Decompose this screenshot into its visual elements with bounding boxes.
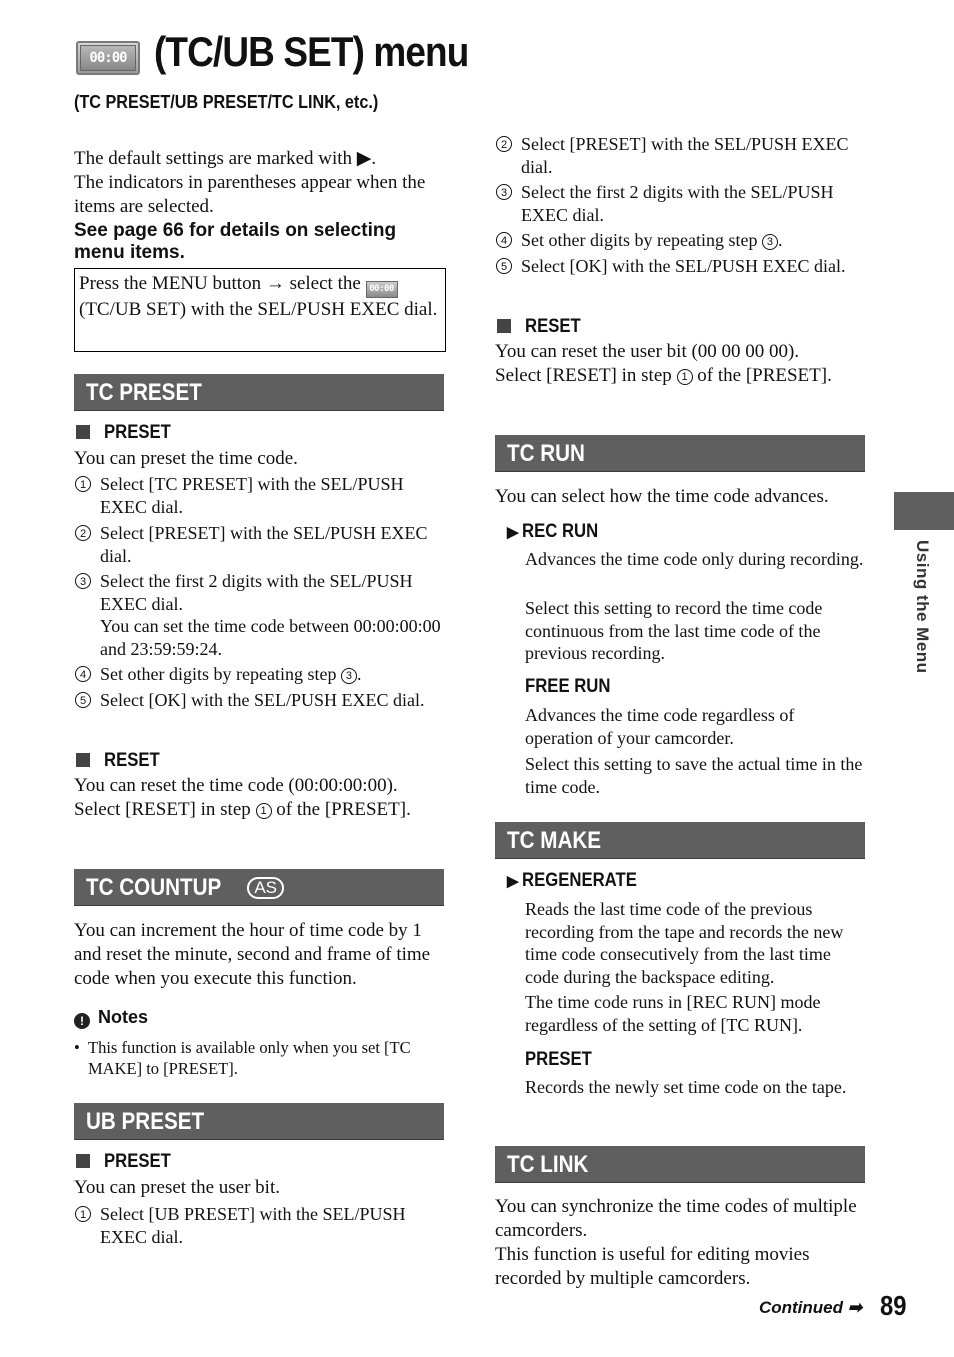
ub-preset-reset-desc: You can reset the user bit (00 00 00 00). Select [RESET] in step 1 of the [PRESET]. [495, 341, 832, 386]
continued-label: Continued ➡ [758, 1298, 862, 1317]
intro-line-2: The indicators in parentheses appear when the items are selected. [74, 172, 426, 217]
section-title-tc-run: TC RUN [507, 440, 585, 467]
section-title-tc-preset: TC PRESET [86, 379, 202, 406]
heading-ub-preset-preset: PRESET [76, 1151, 180, 1173]
arrow-right-icon: → [265, 273, 285, 294]
heading-tc-make-preset: PRESET [525, 1049, 592, 1070]
step-number-icon: 4 [75, 666, 91, 682]
notes-icon: ! [74, 1013, 90, 1029]
tc-preset-step-4: 4 Set other digits by repeating step 3 . [74, 663, 446, 686]
step-ref-icon: 3 [341, 668, 357, 684]
triangle-right-icon: ▶ [507, 524, 519, 541]
section-bar-tc-link [495, 1146, 865, 1183]
instruction-text-c: (TC/UB SET) with the SEL/PUSH EXEC dial. [79, 299, 438, 320]
heading-free-run: FREE RUN [525, 676, 611, 697]
step-ref-icon: 3 [762, 234, 778, 250]
section-title-tc-countup: TC COUNTUP [86, 874, 222, 901]
tc-link-p2: This function is useful for editing movies recorded by multiple camcorders. [495, 1244, 810, 1289]
tc-run-desc: You can select how the time code advances. [495, 486, 829, 507]
section-bar-tc-make [495, 822, 865, 859]
ub-preset-step-1: 1 Select [UB PRESET] with the SEL/PUSH EXEC dial. [74, 1203, 446, 1248]
ub-preset-step-2: 2 Select [PRESET] with the SEL/PUSH EXEC dial. [495, 133, 867, 178]
tc-countup-desc: You can increment the hour of time code by 1 and reset the minute, second and frame of time code when you execute this function. [74, 920, 431, 989]
tc-preset-step-3-extra: You can set the time code between 00:00:00:00 and 23:59:59:24. [100, 616, 441, 659]
tc-preset-step-1: 1 Select [TC PRESET] with the SEL/PUSH EXEC dial. [74, 473, 446, 518]
square-bullet-icon [76, 425, 90, 439]
tcub-set-mini-icon: 00:00 [366, 281, 398, 298]
section-bar-tc-countup [74, 869, 444, 906]
tc-link-p1: You can synchronize the time codes of multiple camcorders. [495, 1196, 857, 1241]
step-ref-icon: 1 [677, 369, 693, 385]
step-ref-icon: 1 [256, 803, 272, 819]
side-section-label: Using the Menu [913, 540, 932, 674]
heading-regenerate: ▶ REGENERATE [507, 870, 637, 891]
section-bar-ub-preset [74, 1103, 444, 1140]
page-title: (TC/UB SET) menu [154, 28, 469, 75]
intro-line-1: The default settings are marked with ▶. [74, 148, 377, 169]
heading-tc-preset-preset: PRESET [76, 422, 180, 444]
rec-run-p2: Select this setting to record the time code continuous from the last time code of the previous recording. [525, 598, 823, 663]
step-number-icon: 3 [496, 184, 512, 200]
instruction-text-b: select the [284, 273, 366, 294]
triangle-right-icon: ▶ [507, 873, 519, 890]
section-bar-tc-preset [74, 374, 444, 411]
page-number: 89 [880, 1290, 907, 1321]
tcub-set-icon [76, 41, 140, 75]
notes-heading: ! Notes [74, 1007, 148, 1029]
heading-rec-run: ▶ REC RUN [507, 521, 598, 542]
section-title-tc-link: TC LINK [507, 1151, 589, 1178]
tc-preset-step-3: 3 Select the first 2 digits with the SEL/PUSH EXEC dial. You can set the time code between 00:00:00:00 and 23:59:59:24. [74, 570, 446, 660]
tc-preset-desc: You can preset the time code. [74, 448, 298, 469]
tcub-set-icon-text: 00:00 [80, 45, 136, 71]
step-number-icon: 5 [496, 258, 512, 274]
regenerate-p2: The time code runs in [REC RUN] mode regardless of the setting of [TC RUN]. [525, 992, 821, 1035]
section-bar-tc-run [495, 435, 865, 472]
ub-preset-step-3: 3 Select the first 2 digits with the SEL/PUSH EXEC dial. [495, 181, 867, 226]
ub-preset-step-5: 5 Select [OK] with the SEL/PUSH EXEC dial. [495, 255, 867, 278]
free-run-p1: Advances the time code regardless of operation of your camcorder. [525, 705, 795, 748]
page-subtitle: (TC PRESET/UB PRESET/TC LINK, etc.) [74, 92, 379, 112]
instruction-text-a: Press the MENU button [79, 273, 266, 294]
free-run-p2: Select this setting to save the actual time in the time code. [525, 754, 863, 797]
tc-preset-reset-desc: You can reset the time code (00:00:00:00). Select [RESET] in step 1 of the [PRESET]. [74, 775, 411, 820]
notes-bullet: • This function is available only when you set [TC MAKE] to [PRESET]. [74, 1037, 424, 1079]
square-bullet-icon [76, 1154, 90, 1168]
step-number-icon: 5 [75, 692, 91, 708]
ub-preset-step-4: 4 Set other digits by repeating step 3 . [495, 229, 867, 252]
arrow-right-icon: ➡ [847, 1298, 862, 1317]
square-bullet-icon [76, 753, 90, 767]
tc-preset-step-2: 2 Select [PRESET] with the SEL/PUSH EXEC dial. [74, 522, 446, 567]
as-badge: AS [247, 877, 284, 899]
step-number-icon: 4 [496, 232, 512, 248]
section-title-tc-make: TC MAKE [507, 827, 602, 854]
instruction-box [74, 268, 446, 352]
heading-ub-preset-reset: RESET [497, 316, 588, 338]
rec-run-p1: Advances the time code only during recording. [525, 549, 864, 569]
step-number-icon: 3 [75, 573, 91, 589]
tc-preset-step-5: 5 Select [OK] with the SEL/PUSH EXEC dial. [74, 689, 446, 712]
step-number-icon: 2 [75, 525, 91, 541]
section-title-ub-preset: UB PRESET [86, 1108, 205, 1135]
step-number-icon: 2 [496, 136, 512, 152]
regenerate-p1: Reads the last time code of the previous recording from the tape and records the new time code consecutively from the last time code during the backspace editing. [525, 899, 844, 987]
tc-make-preset-p1: Records the newly set time code on the tape. [525, 1077, 847, 1097]
side-tab-marker [894, 492, 954, 530]
ub-preset-desc: You can preset the user bit. [74, 1177, 280, 1198]
step-number-icon: 1 [75, 476, 91, 492]
square-bullet-icon [497, 319, 511, 333]
heading-tc-preset-reset: RESET [76, 750, 167, 772]
see-page-note: See page 66 for details on selecting menu items. [74, 220, 397, 263]
step-number-icon: 1 [75, 1206, 91, 1222]
